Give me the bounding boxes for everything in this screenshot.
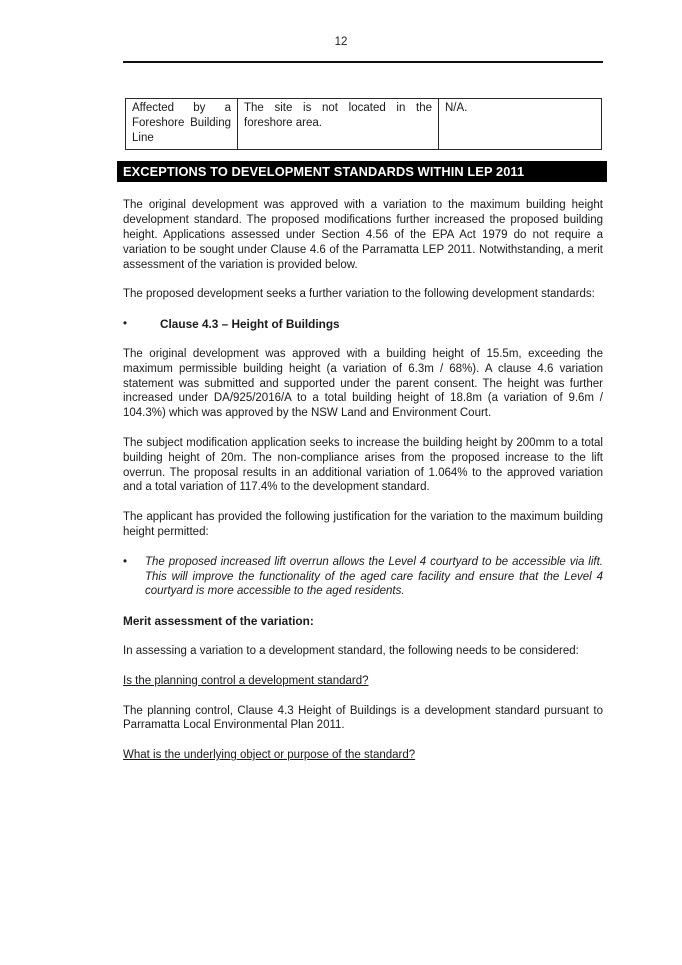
heading-question-underlying-purpose: What is the underlying object or purpose of the standard?	[123, 749, 416, 762]
section-header-exceptions: EXCEPTIONS TO DEVELOPMENT STANDARDS WITHIN LEP 2011	[117, 161, 607, 182]
table-cell-criterion: Affected by a Foreshore Building Line	[126, 99, 238, 150]
paragraph-original-height: The original development was approved with a building height of 15.5m, exceeding the maximum permissible building height (a variation of 6.3m / 68%). A clause 4.6 variation statement was submitted and supported under the parent consent. The height was further increased under DA/925/2016/A to a total building height of 18.8m (a variation of 9.6m / 104.3%) which was approved by the NSW Land and Environment Court.	[123, 347, 603, 420]
table-cell-comment: The site is not located in the foreshore area.	[238, 99, 439, 150]
table-cell-result: N/A.	[439, 99, 602, 150]
header-divider-line	[123, 61, 603, 63]
heading-merit-assessment: Merit assessment of the variation:	[123, 614, 314, 629]
bullet-item-clause	[123, 317, 603, 332]
bullet-icon: •	[123, 555, 128, 568]
table-row	[126, 99, 602, 150]
paragraph-planning-control: The planning control, Clause 4.3 Height of Buildings is a development standard pursuant to Parramatta Local Environmental Plan 2011.	[123, 704, 603, 732]
paragraph-assessing: In assessing a variation to a development standard, the following needs to be considered:	[123, 644, 579, 657]
paragraph-applicant-justification: The applicant has provided the following justification for the variation to the maximum building height permitted:	[123, 511, 603, 538]
paragraph-subject-modification: The subject modification application seeks to increase the building height by 200mm to a total building height of 20m. The non-compliance arises from the proposed increase to the lift overrun. The proposal results in an additional variation of 1.064% to the approved variation and a total variation of 117.4% to the development standard.	[123, 436, 603, 494]
bullet-item-justification	[123, 555, 603, 599]
bullet-justification-text: The proposed increased lift overrun allows the Level 4 courtyard to be accessible via lift. This will improve the functionality of the aged care facility and ensure that the Level 4 courtyard is more accessible to the aged residents.	[145, 555, 603, 598]
page-content	[123, 98, 603, 778]
paragraph-intro: The original development was approved with a variation to the maximum building height development standard. The proposed modifications further increased the proposed building height. Applications assessed under Section 4.56 of the EPA Act 1979 do not require a variation to be sought under Clause 4.6 of the Parramatta LEP 2011. Notwithstanding, a merit assessment of the variation is provided below.	[123, 199, 603, 271]
heading-question-development-standard: Is the planning control a development standard?	[123, 674, 369, 687]
foreshore-assessment-table	[125, 98, 602, 150]
page-number: 12	[334, 36, 348, 48]
bullet-clause-label: Clause 4.3 – Height of Buildings	[160, 317, 340, 332]
paragraph-seeks-variation: The proposed development seeks a further variation to the following development standards:	[123, 288, 595, 301]
bullet-icon: •	[123, 318, 128, 331]
